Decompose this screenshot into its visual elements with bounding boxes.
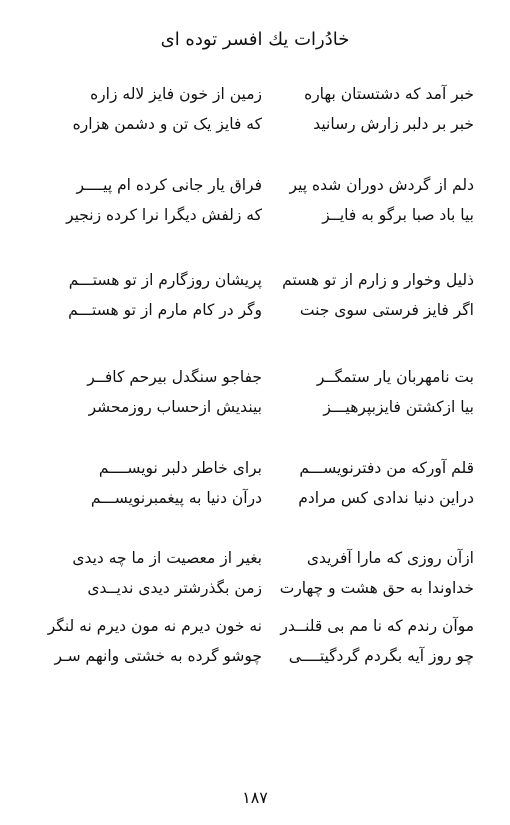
verse-line bbox=[0, 486, 510, 516]
verse-line bbox=[0, 203, 510, 233]
second-hemistich: زمین از خون فایز لاله زاره bbox=[90, 85, 262, 103]
first-hemistich: دراین دنیا ندادی کس مرادم bbox=[298, 489, 474, 507]
verse-line bbox=[0, 298, 510, 328]
first-hemistich: بیا ازکشتن فایزبپرهیـــز bbox=[323, 398, 474, 416]
second-hemistich: جفاجو سنگدل بیرحم کافــر bbox=[87, 368, 262, 386]
verse-line bbox=[0, 576, 510, 606]
first-hemistich: ازآن روزی که مارا آفریدی bbox=[306, 549, 474, 567]
first-hemistich: خبر بر دلبر زارش رسانید bbox=[313, 115, 474, 133]
second-hemistich: که فایز یک تن و دشمن هزاره bbox=[72, 115, 262, 133]
second-hemistich: بغیر از معصیت از ما چه دیدی bbox=[72, 549, 262, 567]
first-hemistich: چو روز آیه بگردم گردگیتــــی bbox=[288, 647, 474, 665]
second-hemistich: که زلفش دیگرا نرا کرده زنجیر bbox=[66, 206, 262, 224]
first-hemistich: بت نامهربان یار ستمگــر bbox=[316, 368, 474, 386]
first-hemistich: ذلیل وخوار و زارم از تو هستم bbox=[282, 271, 474, 289]
verse-line bbox=[0, 614, 510, 644]
second-hemistich: فراق یار جانی کرده ام پیــــر bbox=[76, 176, 262, 194]
first-hemistich: خداوندا به حق هشت و چهارت bbox=[279, 579, 474, 597]
first-hemistich: بیا باد صبا برگو به فایــز bbox=[322, 206, 474, 224]
stanza-4 bbox=[0, 365, 510, 425]
verse-line bbox=[0, 644, 510, 674]
second-hemistich: وگر در کام مارم از تو هستـــم bbox=[68, 301, 262, 319]
stanza-6 bbox=[0, 546, 510, 674]
first-hemistich: دلم از گردش دوران شده پیر bbox=[289, 176, 474, 194]
stanza-5 bbox=[0, 456, 510, 516]
verse-line bbox=[0, 365, 510, 395]
first-hemistich: قلم آورکه من دفترنویســـم bbox=[299, 459, 474, 477]
second-hemistich: برای خاطر دلبر نویســــم bbox=[98, 459, 262, 477]
first-hemistich: خبر آمد که دشتستان بهاره bbox=[304, 85, 474, 103]
poem-title: خادُرات یك افسر توده ای bbox=[160, 29, 350, 50]
page-number: ۱۸۷ bbox=[242, 788, 268, 807]
first-hemistich: موآن رندم که نا مم بی قلنــدر bbox=[280, 617, 474, 635]
verse-line bbox=[0, 268, 510, 298]
second-hemistich: بیندیش ازحساب روزمحشر bbox=[88, 398, 262, 416]
second-hemistich: نه خون دیرم نه مون دیرم نه لنگر bbox=[47, 617, 262, 635]
stanza-1 bbox=[0, 82, 510, 142]
second-hemistich: پریشان روزگارم از تو هستـــم bbox=[68, 271, 262, 289]
second-hemistich: درآن دنیا به پیغمبرنویســـم bbox=[90, 489, 262, 507]
verse-line bbox=[0, 82, 510, 112]
verse-line bbox=[0, 395, 510, 425]
verse-line bbox=[0, 456, 510, 486]
verse-line bbox=[0, 112, 510, 142]
first-hemistich: اگر فایز فرستی سوی جنت bbox=[299, 301, 474, 319]
second-hemistich: زمن بگذرشتر دیدی ندیــدی bbox=[87, 579, 262, 597]
stanza-3 bbox=[0, 268, 510, 328]
verse-line bbox=[0, 173, 510, 203]
verse-line bbox=[0, 546, 510, 576]
second-hemistich: چوشو گرده به خشتی وانهم سـر bbox=[54, 647, 262, 665]
stanza-2 bbox=[0, 173, 510, 233]
